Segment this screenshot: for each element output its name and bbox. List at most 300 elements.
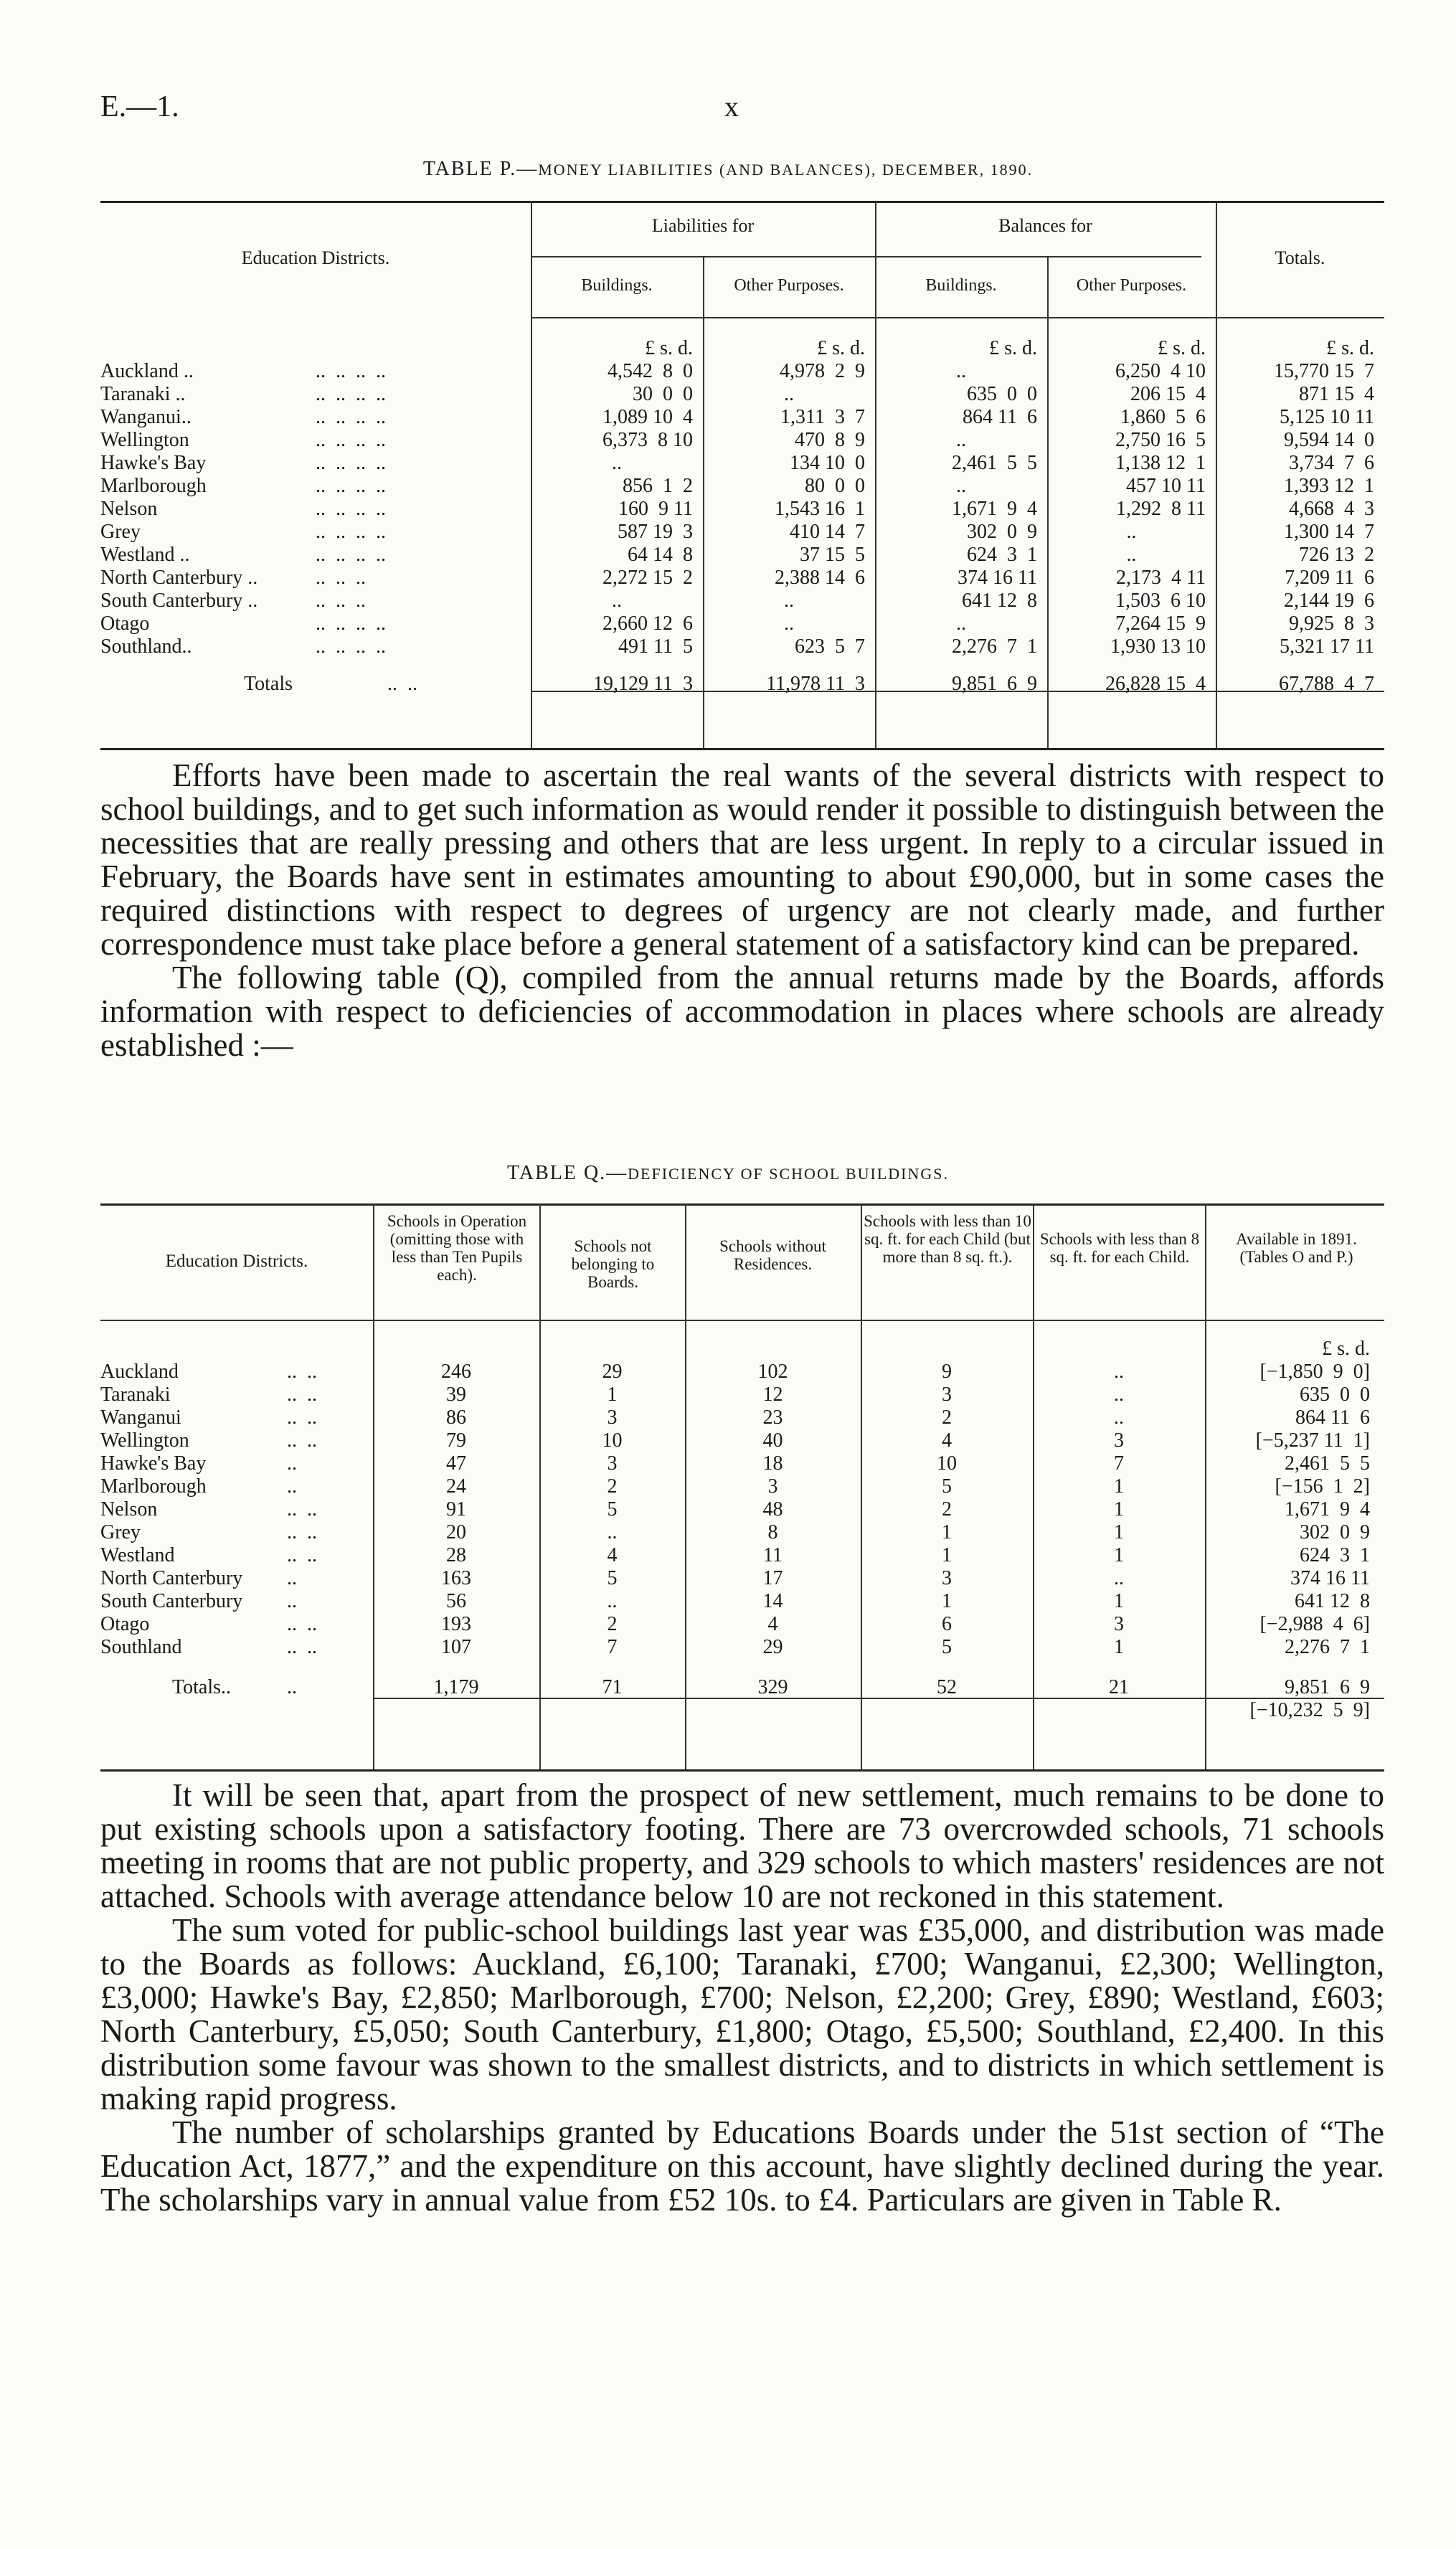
total-value-cell: 9,851 6 9 bbox=[1285, 1676, 1370, 1698]
value-cell: 624 3 1 bbox=[1300, 1544, 1370, 1566]
value-cell: 1,300 14 7 bbox=[1284, 521, 1374, 543]
total-value-cell: 71 bbox=[602, 1676, 623, 1698]
table-row bbox=[100, 452, 1384, 475]
value-cell: 56 bbox=[446, 1590, 466, 1612]
value-cell: 2 bbox=[942, 1498, 952, 1521]
district-name: Grey bbox=[100, 521, 141, 543]
paragraph: It will be seen that, apart from the prospect of new settlement, much remains to be done to put existing schools upon a satisfactory footing. There are 73 overcrowded schools, 71 schools meeting in rooms that are not public property, and 329 schools to which masters' residences are not attached. Schools with average attendance below 10 are not reckoned in this statement. bbox=[100, 1777, 1384, 1914]
table-p-head-liabilities: Liabilities for bbox=[651, 215, 755, 236]
value-cell: 2,461 5 5 bbox=[952, 452, 1037, 474]
value-cell: 5 bbox=[942, 1636, 952, 1658]
table-p-caption-title: MONEY LIABILITIES (AND BALANCES), DECEMBER, 1890. bbox=[538, 161, 1034, 179]
leader-dots: .. .. bbox=[287, 1498, 317, 1521]
district-name: Wanganui bbox=[100, 1406, 181, 1429]
value-cell: 5,321 17 11 bbox=[1280, 635, 1374, 658]
table-p-head-bal-other: Other Purposes. bbox=[1076, 276, 1187, 295]
table-row bbox=[100, 498, 1384, 521]
table-q-head-without-residences: Schools without Residences. bbox=[719, 1237, 826, 1273]
value-cell: 6,250 4 10 bbox=[1115, 360, 1206, 382]
district-cell bbox=[100, 1406, 373, 1429]
district-name: Marlborough bbox=[100, 1475, 207, 1498]
leader-dots: .. bbox=[287, 1475, 297, 1498]
table-p-caption-prefix: TABLE P.— bbox=[422, 158, 539, 180]
value-cell: 3 bbox=[607, 1452, 618, 1475]
value-cell: 3 bbox=[767, 1475, 778, 1498]
table-p-head-liab-other: Other Purposes. bbox=[734, 276, 844, 295]
value-cell: 491 11 5 bbox=[618, 635, 693, 658]
table-row bbox=[100, 1452, 1384, 1475]
district-name: North Canterbury bbox=[100, 1567, 243, 1589]
blank-cell bbox=[100, 1699, 373, 1722]
spacer-row bbox=[100, 1659, 1384, 1676]
value-cell: 80 0 0 bbox=[805, 475, 865, 497]
value-cell: 1 bbox=[1114, 1590, 1124, 1612]
leader-dots: .. bbox=[287, 1676, 297, 1698]
table-row bbox=[100, 544, 1384, 567]
district-name: Auckland bbox=[100, 1361, 179, 1383]
value-cell: 7 bbox=[607, 1636, 618, 1658]
leader-dots: .. .. .. .. bbox=[316, 452, 386, 474]
totals-label: Totals.. bbox=[172, 1676, 232, 1698]
table-p-unit-cell: £ s. d. bbox=[817, 337, 865, 359]
value-cell: .. bbox=[1114, 1406, 1124, 1429]
value-cell: 1,503 6 10 bbox=[1115, 590, 1206, 612]
blank-cell bbox=[539, 1699, 685, 1722]
value-cell: 6,373 8 10 bbox=[602, 429, 693, 451]
value-cell: 30 0 0 bbox=[633, 383, 693, 405]
table-p-group-rule bbox=[531, 256, 1201, 257]
value-cell: 1 bbox=[1114, 1521, 1124, 1543]
table-q bbox=[100, 1338, 1384, 1722]
value-cell: .. bbox=[1114, 1384, 1124, 1406]
value-cell: 102 bbox=[757, 1361, 788, 1383]
table-q-caption-prefix: TABLE Q.— bbox=[506, 1162, 628, 1184]
leader-dots: .. .. bbox=[287, 1361, 317, 1383]
district-cell bbox=[100, 475, 531, 498]
value-cell: 8 bbox=[767, 1521, 778, 1543]
value-cell: [−1,850 9 0] bbox=[1259, 1361, 1370, 1383]
value-cell: 18 bbox=[762, 1452, 783, 1475]
table-q-head-available: Available in 1891. (Tables O and P.) bbox=[1236, 1230, 1357, 1266]
value-cell: 12 bbox=[762, 1384, 783, 1406]
table-q-bottom-rule bbox=[100, 1769, 1384, 1772]
page-code: E.—1. bbox=[100, 90, 179, 123]
spacer-row bbox=[100, 658, 1384, 673]
value-cell: 2,144 19 6 bbox=[1284, 590, 1374, 612]
blank-cell bbox=[373, 1699, 539, 1722]
district-cell bbox=[100, 613, 531, 635]
value-cell: 2,276 7 1 bbox=[1285, 1636, 1370, 1658]
value-cell: .. bbox=[1126, 544, 1137, 566]
leader-dots: .. .. bbox=[287, 1406, 317, 1429]
district-cell bbox=[100, 1452, 373, 1475]
table-row bbox=[100, 1475, 1384, 1498]
value-cell: .. bbox=[956, 613, 966, 635]
table-row bbox=[100, 1613, 1384, 1636]
table-row bbox=[100, 1429, 1384, 1452]
unit-blank bbox=[685, 1338, 861, 1361]
table-q-head-not-belonging: Schools not belonging to Boards. bbox=[571, 1237, 655, 1291]
value-cell: .. bbox=[612, 452, 622, 474]
table-p-head-bal-buildings: Buildings. bbox=[925, 276, 997, 295]
value-cell: 5 bbox=[607, 1567, 618, 1589]
value-cell: 29 bbox=[602, 1361, 623, 1383]
value-cell: 3 bbox=[942, 1567, 952, 1589]
district-name: Auckland .. bbox=[100, 360, 194, 382]
table-q-unit-cell: £ s. d. bbox=[1322, 1338, 1370, 1360]
value-cell: 107 bbox=[441, 1636, 471, 1658]
value-cell: 624 3 1 bbox=[967, 544, 1037, 566]
body-text-1 bbox=[100, 759, 1384, 1062]
value-cell: 641 12 8 bbox=[1295, 1590, 1370, 1612]
leader-dots: .. .. .. .. bbox=[316, 635, 386, 658]
leader-dots: .. .. bbox=[287, 1384, 317, 1406]
value-cell: 24 bbox=[446, 1475, 466, 1498]
value-cell: 7,264 15 9 bbox=[1115, 613, 1206, 635]
table-q-head-rule bbox=[100, 1320, 1384, 1321]
table-p-head-totals: Totals. bbox=[1275, 247, 1325, 268]
total-value-cell: 67,788 4 7 bbox=[1279, 673, 1374, 695]
leader-dots: .. .. .. .. bbox=[316, 406, 386, 428]
value-cell: 5,125 10 11 bbox=[1280, 406, 1374, 428]
totals-label-cell bbox=[100, 673, 531, 696]
value-cell: 5 bbox=[942, 1475, 952, 1498]
district-name: Otago bbox=[100, 1613, 150, 1635]
table-q-head-less-10: Schools with less than 10 sq. ft. for each Child (but more than 8 sq. ft.). bbox=[864, 1212, 1031, 1266]
value-cell: 1 bbox=[1114, 1498, 1124, 1521]
value-cell: 1,543 16 1 bbox=[775, 498, 865, 520]
value-cell: 10 bbox=[937, 1452, 957, 1475]
value-cell: 2,272 15 2 bbox=[602, 567, 693, 589]
table-row bbox=[100, 1406, 1384, 1429]
value-cell: 246 bbox=[441, 1361, 471, 1383]
value-cell: 28 bbox=[446, 1544, 466, 1566]
value-cell: 11 bbox=[763, 1544, 783, 1566]
totals-extra-row bbox=[100, 1699, 1384, 1722]
value-cell: 40 bbox=[762, 1429, 783, 1452]
district-name: Marlborough bbox=[100, 475, 207, 497]
value-cell: 37 15 5 bbox=[800, 544, 865, 566]
value-cell: 302 0 9 bbox=[967, 521, 1037, 543]
value-cell: 3 bbox=[1114, 1429, 1124, 1452]
district-cell bbox=[100, 1429, 373, 1452]
value-cell: .. bbox=[956, 475, 966, 497]
paragraph: Efforts have been made to ascertain the real wants of the several districts with respect to school buildings, and to get such information as would render it possible to distinguish between the necessities that are really pressing and others that are less urgent. In reply to a circular issued in February, the Boards have sent in estimates amounting to about £90,000, but in some cases the required distinctions with respect to degrees of urgency are not clearly made, and further correspondence must take place before a general statement of a satisfactory kind can be prepared. bbox=[100, 757, 1384, 962]
table-row bbox=[100, 1361, 1384, 1384]
value-cell: .. bbox=[784, 613, 794, 635]
value-cell: 2,388 14 6 bbox=[775, 567, 865, 589]
total-value-cell: 52 bbox=[937, 1676, 957, 1698]
district-cell bbox=[100, 521, 531, 544]
value-cell: 856 1 2 bbox=[623, 475, 693, 497]
district-name: Taranaki .. bbox=[100, 383, 186, 405]
value-cell: 163 bbox=[441, 1567, 471, 1589]
leader-dots: .. .. .. .. bbox=[316, 544, 386, 566]
district-name: Hawke's Bay bbox=[100, 1452, 207, 1475]
value-cell: 1 bbox=[1114, 1636, 1124, 1658]
district-name: North Canterbury .. bbox=[100, 567, 258, 589]
value-cell: .. bbox=[784, 590, 794, 612]
district-name: Wellington bbox=[100, 1429, 189, 1452]
paragraph: The following table (Q), compiled from the annual returns made by the Boards, affords information with respect to deficiencies of accommodation in places where schools are already established :— bbox=[100, 960, 1384, 1063]
value-cell: .. bbox=[612, 590, 622, 612]
district-name: South Canterbury bbox=[100, 1590, 243, 1612]
value-cell: 23 bbox=[762, 1406, 783, 1429]
table-row bbox=[100, 1544, 1384, 1567]
total-value-cell: 9,851 6 9 bbox=[952, 673, 1037, 695]
value-cell: .. bbox=[607, 1590, 618, 1612]
district-cell bbox=[100, 360, 531, 383]
value-cell: 2 bbox=[607, 1475, 618, 1498]
value-cell: .. bbox=[956, 429, 966, 451]
value-cell: 160 9 11 bbox=[618, 498, 693, 520]
district-cell bbox=[100, 1567, 373, 1590]
table-p bbox=[100, 337, 1384, 696]
district-cell bbox=[100, 1384, 373, 1406]
value-cell: 1,860 5 6 bbox=[1120, 406, 1206, 428]
table-row bbox=[100, 1636, 1384, 1659]
value-cell: 4,668 4 3 bbox=[1289, 498, 1374, 520]
totals-row bbox=[100, 1676, 1384, 1699]
district-cell bbox=[100, 1521, 373, 1544]
table-row bbox=[100, 521, 1384, 544]
district-name: Otago bbox=[100, 613, 150, 635]
table-p-head-liab-buildings: Buildings. bbox=[581, 276, 653, 295]
district-name: Westland bbox=[100, 1544, 175, 1566]
table-row bbox=[100, 1498, 1384, 1521]
value-cell: 4,978 2 9 bbox=[780, 360, 865, 382]
table-p-head-balances: Balances for bbox=[998, 215, 1092, 236]
district-name: Southland bbox=[100, 1636, 182, 1658]
table-row bbox=[100, 475, 1384, 498]
paragraph: The sum voted for public-school buildings last year was £35,000, and distribution was made to the Boards as follows: Auckland, £6,100; Taranaki, £700; Wanganui, £2,300; Wellington, £3,000; Hawke's Bay, £2,850; Marlborough, £700; Nelson, £2,200; Grey, £890; Westland, £603; North Canterbury, £5,050; South Canterbury, £1,800; Otago, £5,500; Southland, £2,400. In this distribution some favour was shown to the smallest districts, and to districts in which settlement is making rapid progress. bbox=[100, 1912, 1384, 2117]
table-row bbox=[100, 360, 1384, 383]
value-cell: 1 bbox=[942, 1544, 952, 1566]
value-cell: 4,542 8 0 bbox=[608, 360, 693, 382]
unit-blank bbox=[539, 1338, 685, 1361]
district-cell bbox=[100, 590, 531, 613]
value-cell: 29 bbox=[762, 1636, 783, 1658]
district-cell bbox=[100, 498, 531, 521]
value-cell: 623 5 7 bbox=[795, 635, 865, 658]
district-cell bbox=[100, 567, 531, 590]
value-cell: 17 bbox=[762, 1567, 783, 1589]
leader-dots: .. .. .. bbox=[316, 567, 366, 589]
value-cell: 14 bbox=[762, 1590, 783, 1612]
unit-blank bbox=[861, 1338, 1033, 1361]
total-value-cell: 26,828 15 4 bbox=[1105, 673, 1206, 695]
leader-dots: .. .. .. .. bbox=[316, 475, 386, 497]
table-p-unit-cell: £ s. d. bbox=[645, 337, 693, 359]
district-name: Wanganui.. bbox=[100, 406, 192, 428]
value-cell: 1,671 9 4 bbox=[1285, 1498, 1370, 1521]
totals-label-cell bbox=[100, 1676, 373, 1699]
value-cell: 91 bbox=[446, 1498, 466, 1521]
table-p-units-row bbox=[100, 337, 1384, 360]
district-name: Taranaki bbox=[100, 1384, 171, 1406]
table-p-top-rule bbox=[100, 201, 1384, 203]
value-cell: 641 12 8 bbox=[962, 590, 1037, 612]
table-row bbox=[100, 635, 1384, 658]
value-cell: 1,930 13 10 bbox=[1110, 635, 1206, 658]
district-cell bbox=[100, 406, 531, 429]
value-cell: 2,750 16 5 bbox=[1115, 429, 1206, 451]
value-cell: 1 bbox=[1114, 1475, 1124, 1498]
value-cell: 86 bbox=[446, 1406, 466, 1429]
value-cell: 39 bbox=[446, 1384, 466, 1406]
table-row bbox=[100, 383, 1384, 406]
leader-dots: .. .. bbox=[287, 1613, 317, 1635]
table-row bbox=[100, 1521, 1384, 1544]
district-cell bbox=[100, 1475, 373, 1498]
district-name: Wellington bbox=[100, 429, 189, 451]
district-name: Nelson bbox=[100, 498, 158, 520]
table-q-head-operation: Schools in Operation (omitting those with less than Ten Pupils each). bbox=[387, 1212, 527, 1284]
value-cell: .. bbox=[956, 360, 966, 382]
value-cell: 7,209 11 6 bbox=[1285, 567, 1374, 589]
value-cell: 9,925 8 3 bbox=[1289, 613, 1374, 635]
district-cell bbox=[100, 1590, 373, 1613]
district-name: Westland .. bbox=[100, 544, 190, 566]
value-cell: 1 bbox=[607, 1384, 618, 1406]
value-cell: 79 bbox=[446, 1429, 466, 1452]
table-row bbox=[100, 1590, 1384, 1613]
unit-blank bbox=[100, 1338, 373, 1361]
value-cell: 1,292 8 11 bbox=[1116, 498, 1206, 520]
value-cell: 47 bbox=[446, 1452, 466, 1475]
table-row bbox=[100, 613, 1384, 635]
value-cell: 457 10 11 bbox=[1126, 475, 1206, 497]
table-p-units-label bbox=[100, 337, 531, 360]
value-cell: [−5,237 11 1] bbox=[1255, 1429, 1370, 1452]
table-p-unit-cell: £ s. d. bbox=[989, 337, 1037, 359]
total-value-cell: 1,179 bbox=[433, 1676, 479, 1698]
blank-cell bbox=[1033, 1699, 1205, 1722]
leader-dots: .. .. bbox=[387, 673, 417, 695]
district-cell bbox=[100, 544, 531, 567]
value-cell: .. bbox=[1114, 1361, 1124, 1383]
leader-dots: .. bbox=[287, 1567, 297, 1589]
value-cell: 4 bbox=[942, 1429, 952, 1452]
value-cell: 48 bbox=[762, 1498, 783, 1521]
leader-dots: .. .. .. bbox=[316, 590, 366, 612]
leader-dots: .. .. .. .. bbox=[316, 498, 386, 520]
table-row bbox=[100, 567, 1384, 590]
leader-dots: .. .. .. .. bbox=[316, 429, 386, 451]
value-cell: 302 0 9 bbox=[1300, 1521, 1370, 1543]
value-cell: 5 bbox=[607, 1498, 618, 1521]
value-cell: 15,770 15 7 bbox=[1274, 360, 1374, 382]
value-cell: 3 bbox=[942, 1384, 952, 1406]
leader-dots: .. bbox=[287, 1590, 297, 1612]
value-cell: 2,276 7 1 bbox=[952, 635, 1037, 658]
district-cell bbox=[100, 452, 531, 475]
spacer-cell bbox=[100, 658, 531, 673]
value-cell: 1,671 9 4 bbox=[952, 498, 1037, 520]
blank-cell bbox=[861, 1699, 1033, 1722]
table-p-head-rule bbox=[531, 317, 1384, 318]
district-name: Nelson bbox=[100, 1498, 158, 1521]
total-value-cell: 19,129 11 3 bbox=[593, 673, 693, 695]
value-cell: 1,311 3 7 bbox=[780, 406, 865, 428]
table-q-head-less-8: Schools with less than 8 sq. ft. for each Child. bbox=[1039, 1230, 1200, 1266]
table-row bbox=[100, 429, 1384, 452]
value-cell: .. bbox=[784, 383, 794, 405]
district-cell bbox=[100, 635, 531, 658]
unit-blank bbox=[373, 1338, 539, 1361]
value-cell: 1 bbox=[942, 1521, 952, 1543]
value-cell: 9 bbox=[942, 1361, 952, 1383]
value-cell: 10 bbox=[602, 1429, 623, 1452]
value-cell: 64 14 8 bbox=[628, 544, 693, 566]
value-cell: 374 16 11 bbox=[958, 567, 1037, 589]
value-cell: 2,173 4 11 bbox=[1116, 567, 1206, 589]
value-cell: 2,461 5 5 bbox=[1285, 1452, 1370, 1475]
table-q-top-rule bbox=[100, 1203, 1384, 1206]
value-cell: 410 14 7 bbox=[790, 521, 865, 543]
district-cell bbox=[100, 1498, 373, 1521]
table-q-units-row bbox=[100, 1338, 1384, 1361]
table-row bbox=[100, 406, 1384, 429]
leader-dots: .. .. bbox=[287, 1636, 317, 1658]
total-value-cell: 11,978 11 3 bbox=[766, 673, 865, 695]
value-cell: 1 bbox=[1114, 1544, 1124, 1566]
value-cell: 587 19 3 bbox=[618, 521, 693, 543]
district-cell bbox=[100, 1636, 373, 1659]
value-cell: 635 0 0 bbox=[1300, 1384, 1370, 1406]
blank-cell bbox=[685, 1699, 861, 1722]
page-number: x bbox=[724, 90, 739, 123]
totals-label: Totals bbox=[244, 673, 293, 695]
paragraph: The number of scholarships granted by Educations Boards under the 51st section of “The Education Act, 1877,” and the expenditure on this account, have slightly declined during the year. The scholarships vary in annual value from £52 10s. to £4. Particulars are given in Table R. bbox=[100, 2114, 1384, 2218]
table-row bbox=[100, 1384, 1384, 1406]
value-cell: 3,734 7 6 bbox=[1289, 452, 1374, 474]
value-cell: 4 bbox=[767, 1613, 778, 1635]
value-cell: [−156 1 2] bbox=[1275, 1475, 1370, 1498]
value-cell: 4 bbox=[607, 1544, 618, 1566]
value-cell: .. bbox=[1126, 521, 1137, 543]
total-value-cell: 329 bbox=[757, 1676, 788, 1698]
leader-dots: .. .. bbox=[287, 1544, 317, 1566]
value-cell: 374 16 11 bbox=[1290, 1567, 1370, 1589]
value-cell: 635 0 0 bbox=[967, 383, 1037, 405]
value-cell: 864 11 6 bbox=[1295, 1406, 1370, 1429]
value-cell: 726 13 2 bbox=[1299, 544, 1374, 566]
table-p-unit-cell: £ s. d. bbox=[1326, 337, 1374, 359]
district-name: South Canterbury .. bbox=[100, 590, 258, 612]
leader-dots: .. .. .. .. bbox=[316, 613, 386, 635]
district-name: Hawke's Bay bbox=[100, 452, 207, 474]
value-cell: 2 bbox=[942, 1406, 952, 1429]
spacer-cell bbox=[100, 1659, 373, 1676]
district-cell bbox=[100, 1361, 373, 1384]
value-cell: 2,660 12 6 bbox=[602, 613, 693, 635]
value-cell: .. bbox=[1114, 1567, 1124, 1589]
district-cell bbox=[100, 383, 531, 406]
total-extra-cell: [−10,232 5 9] bbox=[1249, 1699, 1370, 1721]
table-row bbox=[100, 590, 1384, 613]
value-cell: 7 bbox=[1114, 1452, 1124, 1475]
value-cell: 6 bbox=[942, 1613, 952, 1635]
table-p-head-districts: Education Districts. bbox=[241, 247, 390, 268]
table-row bbox=[100, 1567, 1384, 1590]
total-value-cell: 21 bbox=[1109, 1676, 1129, 1698]
value-cell: 1,393 12 1 bbox=[1284, 475, 1374, 497]
value-cell: 3 bbox=[1114, 1613, 1124, 1635]
value-cell: 470 8 9 bbox=[795, 429, 865, 451]
table-q-head-districts: Education Districts. bbox=[165, 1252, 308, 1271]
leader-dots: .. .. bbox=[287, 1521, 317, 1543]
